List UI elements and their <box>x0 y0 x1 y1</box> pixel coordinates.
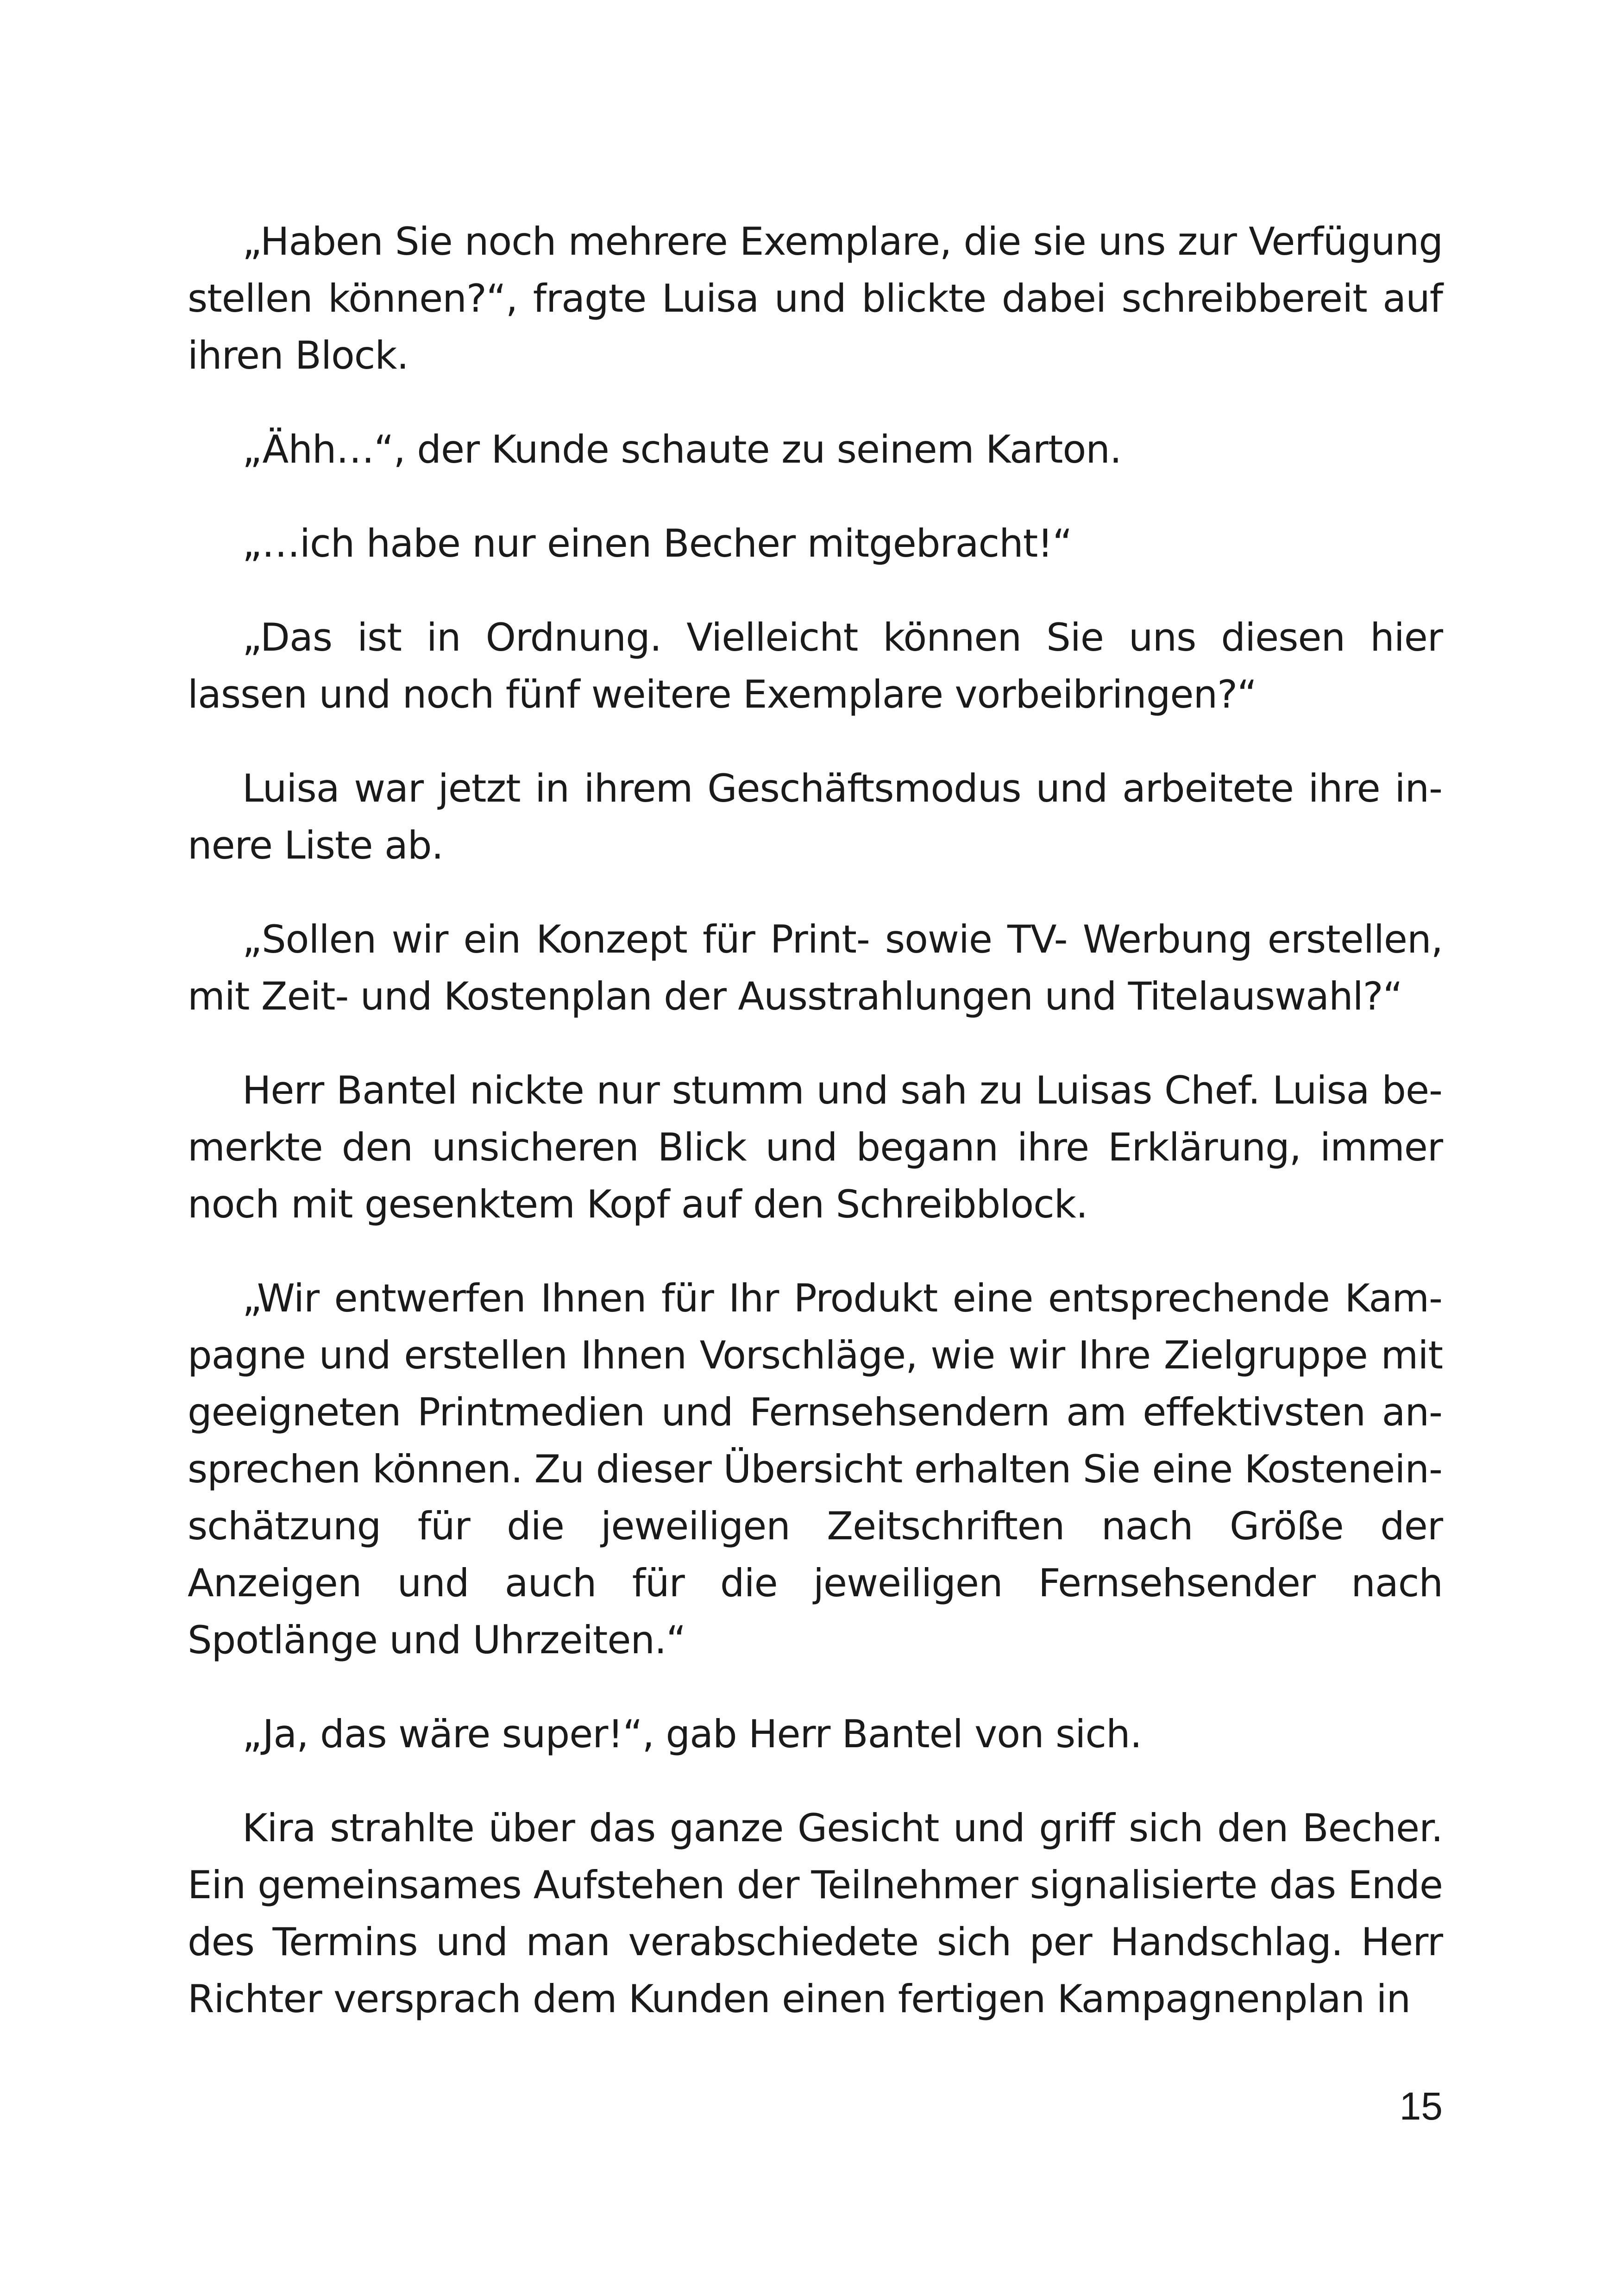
paragraph: Luisa war jetzt in ihrem Geschäftsmodus und arbeitete ihre innere Liste ab. <box>188 766 1443 868</box>
paragraph: Kira strahlte über das ganze Gesicht und griff sich den Becher. Ein gemeinsames Aufstehen der Teilnehmer signalisierte das Ende des Termins und man verabschiedete sich per Handschlag. Herr Richter versprach dem Kunden einen fertigen Kampagnenplan in <box>188 1806 1443 2021</box>
paragraph: Herr Bantel nickte nur stumm und sah zu Luisas Chef. Luisa bemerkte den unsicheren Blick und begann ihre Erklärung, immer noch mit gesenktem Kopf auf den Schreibblock. <box>188 1068 1443 1227</box>
body-text <box>188 213 1443 2064</box>
paragraph: „Wir entwerfen Ihnen für Ihr Produkt eine entsprechende Kampagne und erstellen Ihnen Vorschläge, wie wir Ihre Zielgruppe mit geeigneten Printmedien und Fernsehsendern am effektivsten ansprechen können. Zu dieser Übersicht erhalten Sie eine Kosteneinschätzung für die jeweiligen Zeitschriften nach Größe der Anzeigen und auch für die jeweiligen Fernsehsender nach Spotlänge und Uhrzeiten.“ <box>188 1276 1443 1662</box>
paragraph: „Das ist in Ordnung. Vielleicht können Sie uns diesen hier lassen und noch fünf weitere Exemplare vorbeibringen?“ <box>188 615 1443 717</box>
paragraph: „Haben Sie noch mehrere Exemplare, die sie uns zur Verfügung stellen können?“, fragte Luisa und blickte dabei schreibbereit auf ihren Block. <box>188 219 1443 378</box>
paragraph: „…ich habe nur einen Becher mitgebracht!“ <box>242 521 1072 566</box>
paragraph: „Ähh…“, der Kunde schaute zu seinem Karton. <box>242 427 1122 472</box>
paragraph: „Sollen wir ein Konzept für Print- sowie TV- Werbung erstellen, mit Zeit- und Kostenplan der Ausstrahlungen und Titelauswahl?“ <box>188 917 1443 1019</box>
paragraph: „Ja, das wäre super!“, gab Herr Bantel von sich. <box>242 1712 1142 1757</box>
page-number: 15 <box>1399 2084 1443 2128</box>
